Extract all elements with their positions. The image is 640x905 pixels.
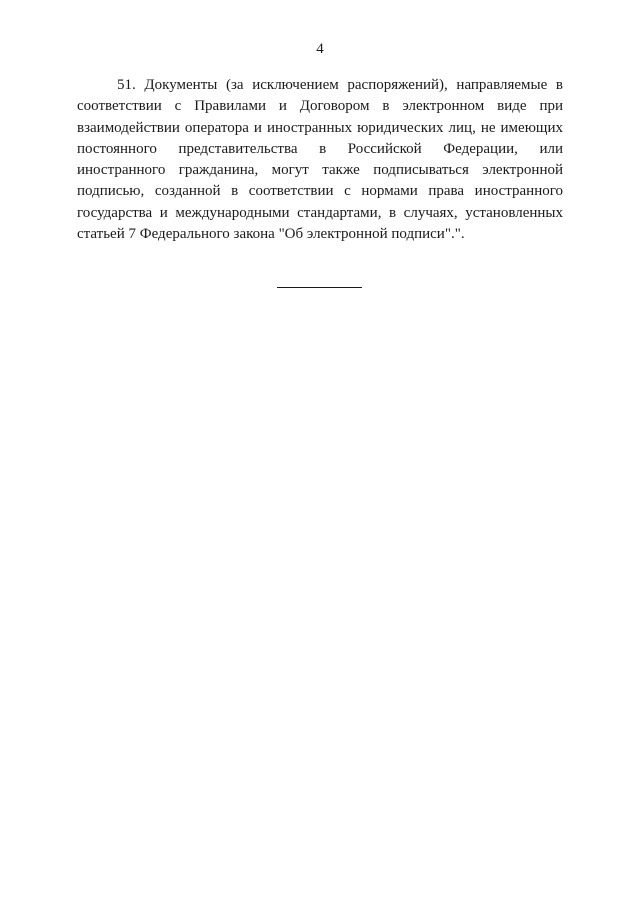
paragraph-51: 51. Документы (за исключением распоряжений), направляемые в соответствии с Правилами и Договором в электронном виде при взаимодействии оператора и иностранных юридических лиц, не имеющих постоянного представительства в Российской Федерации, или иностранного гражданина, могут также подписываться электронной подписью, созданной в соответствии с нормами права иностранного государства и международными стандартами, в случаях, установленных статьей 7 Федерального закона "Об электронной подписи".".	[77, 77, 563, 243]
end-separator-line	[277, 287, 362, 288]
page-number: 4	[316, 41, 324, 57]
